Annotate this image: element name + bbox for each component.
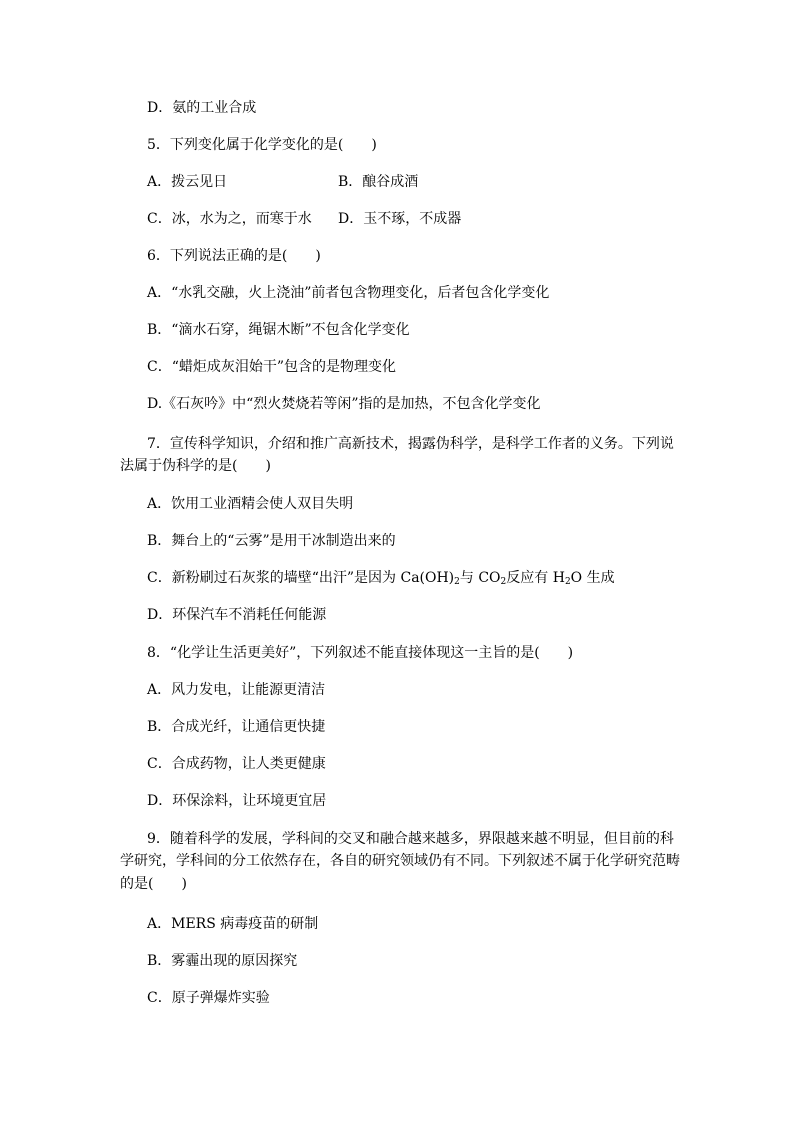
q9-stem-line2: 学研究，学科间的分工依然存在，各自的研究领域仍有不同。下列叙述不属于化学研究范畴 xyxy=(120,853,680,869)
q5-option-d: D．玉不琢，不成器 xyxy=(338,211,462,227)
q8-option-b: B．合成光纤，让通信更快捷 xyxy=(147,719,326,735)
q7-option-c-sub-2: 2 xyxy=(500,577,507,587)
q8-option-d: D．环保涂料，让环境更宜居 xyxy=(147,793,327,809)
q6-option-c: C．“蜡炬成灰泪始干”包含的是物理变化 xyxy=(147,359,397,375)
q9-option-c: C．原子弹爆炸实验 xyxy=(147,990,270,1006)
q7-option-d: D．环保汽车不消耗任何能源 xyxy=(147,607,327,623)
q7-option-c xyxy=(147,568,615,588)
q7-stem-line1: 7．宣传科学知识，介绍和推广高新技术，揭露伪科学，是科学工作者的义务。下列说 xyxy=(147,436,674,452)
q8-stem: 8．“化学让生活更美好”，下列叙述不能直接体现这一主旨的是( ) xyxy=(147,645,574,661)
q9-option-b: B．雾霾出现的原因探究 xyxy=(147,953,298,969)
q7-option-c-text-2: 与 CO xyxy=(459,570,501,586)
q7-option-c-text-3: 反应有 H xyxy=(506,570,565,586)
q7-option-c-text-1: C．新粉刷过石灰浆的墙壁“出汗”是因为 Ca(OH) xyxy=(147,570,455,586)
q5-option-b: B．酿谷成酒 xyxy=(338,174,419,190)
q4-option-d: D．氨的工业合成 xyxy=(147,100,257,116)
q5-option-a: A．拨云见日 xyxy=(147,174,228,190)
q7-stem-line2: 法属于伪科学的是( ) xyxy=(120,458,271,474)
q9-stem-line1: 9．随着科学的发展，学科间的交叉和融合越来越多，界限越来越不明显，但目前的科 xyxy=(147,831,674,847)
q8-option-a: A．风力发电，让能源更清洁 xyxy=(147,682,326,698)
q7-option-c-text-4: O 生成 xyxy=(570,570,615,586)
q6-option-b: B．“滴水石穿，绳锯木断”不包含化学变化 xyxy=(147,322,410,338)
q6-option-a: A．“水乳交融，火上浇油”前者包含物理变化，后者包含化学变化 xyxy=(147,285,550,301)
q7-option-b: B．舞台上的“云雾”是用干冰制造出来的 xyxy=(147,533,396,549)
q6-stem: 6．下列说法正确的是( ) xyxy=(147,248,321,264)
q9-option-a: A．MERS 病毒疫苗的研制 xyxy=(147,916,319,932)
q9-stem-line3: 的是( ) xyxy=(120,876,187,892)
q7-option-a: A．饮用工业酒精会使人双目失明 xyxy=(147,496,354,512)
q6-option-d: D.《石灰吟》中“烈火焚烧若等闲”指的是加热，不包含化学变化 xyxy=(147,396,541,412)
q8-option-c: C．合成药物，让人类更健康 xyxy=(147,756,326,772)
q7-option-c-sub-1: 2 xyxy=(454,577,460,587)
q7-option-c-sub-3: 2 xyxy=(564,577,571,587)
q5-stem: 5．下列变化属于化学变化的是( ) xyxy=(147,137,377,153)
q5-option-c: C．冰，水为之，而寒于水 xyxy=(147,211,312,227)
